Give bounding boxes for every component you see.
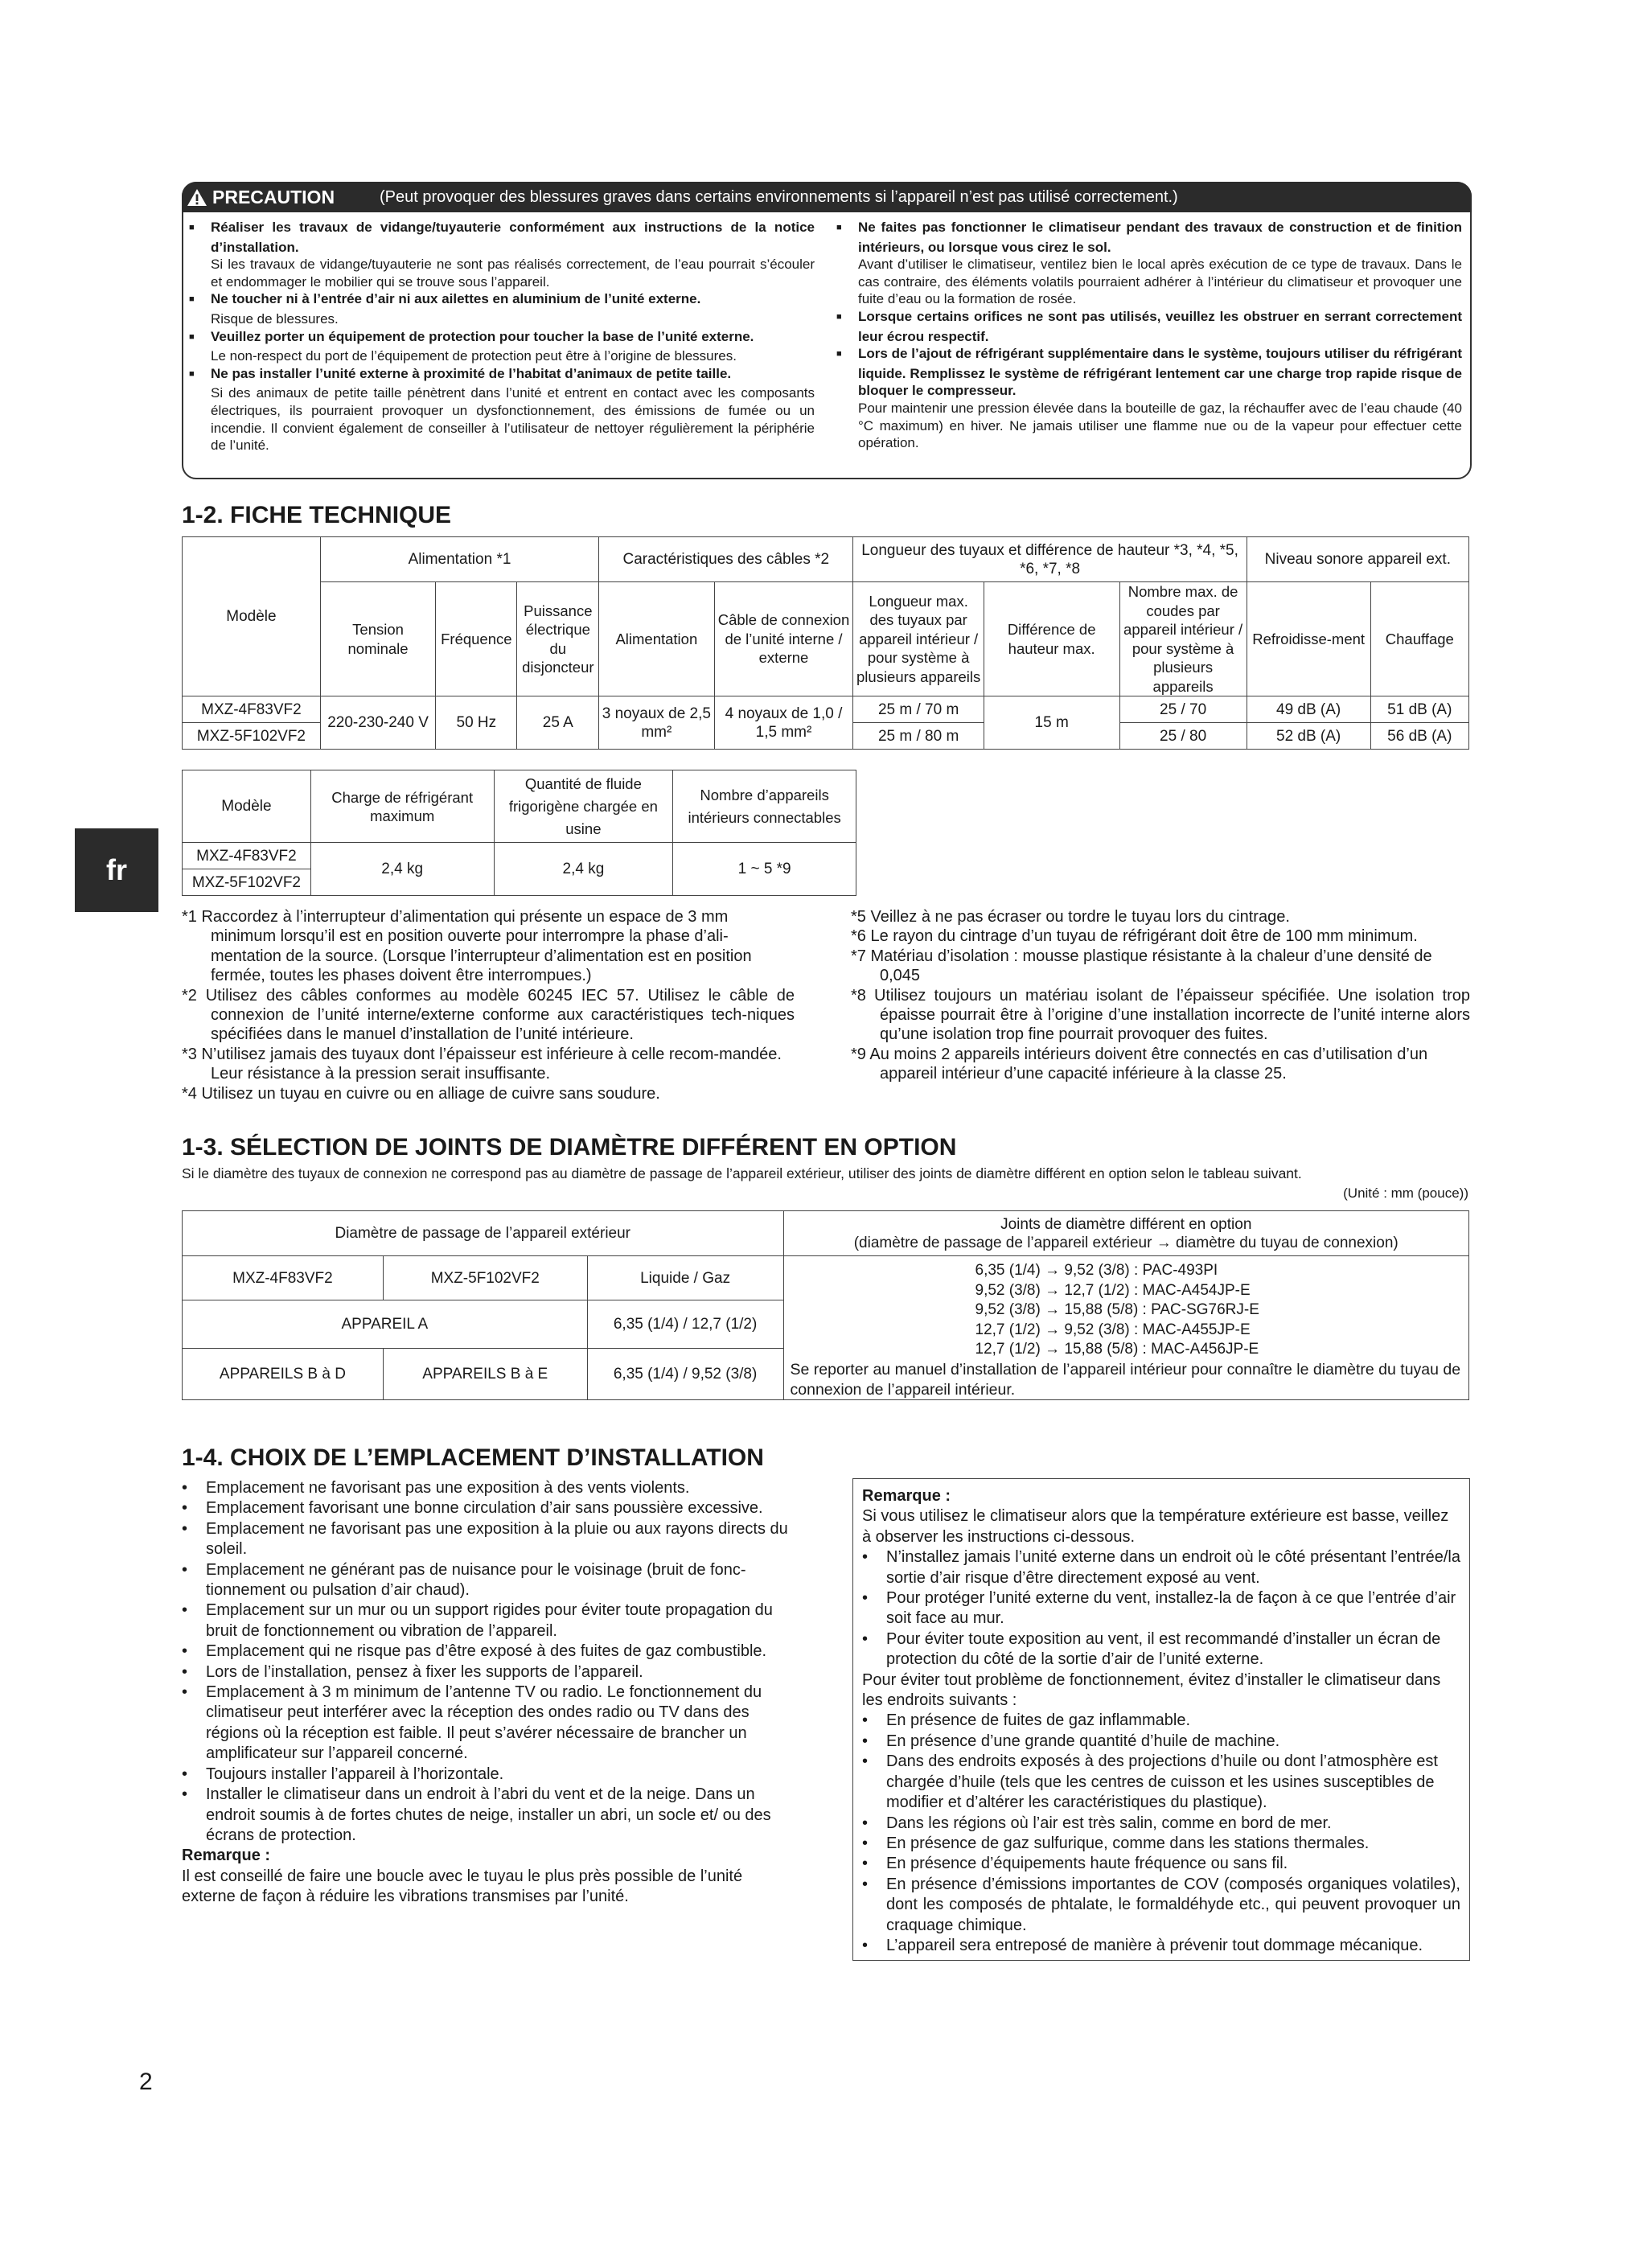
footnote: *5 Veillez à ne pas écraser ou tordre le tuyau lors du cintrage. [851, 908, 1290, 926]
max-charge-cell: 2,4 kg [310, 843, 494, 896]
precaution-title: PRECAUTION [187, 182, 335, 212]
th-pipe: Longueur des tuyaux et différence de hauteur *3, *4, *5, *6, *7, *8 [853, 537, 1247, 582]
footnote: *6 Le rayon du cintrage d’un tuyau de réfrigérant doit être de 100 mm minimum. [851, 927, 1418, 946]
list-item: • L’appareil sera entreposé de manière à prévenir tout dommage mécanique. [862, 1936, 1423, 1954]
th-voltage: Tension nominale [320, 582, 435, 696]
list-item: • Emplacement ne générant pas de nuisance pour le voisinage (bruit de fonc-tionnement ou pulsation d’air chaud). [182, 1560, 746, 1600]
height-diff-cell: 15 m [984, 696, 1119, 750]
language-tab: fr [75, 828, 158, 912]
footnote: *8 Utilisez toujours un matériau isolant de l’épaisseur spécifiée. Une isolation trop épaisse pourrait être à l’origine d’une installation incorrecte de l’unité interne alors qu’une isolation trop fine pourrait provoquer des fuites. [851, 986, 1470, 1044]
footnote: *3 N’utilisez jamais des tuyaux dont l’épaisseur est inférieure à celle recom-mandée. Leur résistance à la pression serait insuffisante. [182, 1045, 782, 1083]
section-14-title: 1-4. CHOIX DE L’EMPLACEMENT D’INSTALLATION [182, 1444, 764, 1471]
list-item: • Emplacement favorisant une bonne circulation d’air sans poussière excessive. [182, 1499, 763, 1518]
th-noise: Niveau sonore appareil ext. [1247, 537, 1468, 582]
precaution-item: ■Ne faites pas fonctionner le climatiseur pendant des travaux de construction et de finition intérieurs, ou lorsque vous cirez le sol. [836, 219, 1462, 256]
th-max-length: Longueur max. des tuyaux par appareil intérieur / pour système à plusieurs appareils [853, 582, 984, 696]
precaution-item: ■Ne pas installer l’unité externe à proximité de l’habitat d’animaux de petite taille. [189, 365, 815, 385]
connection-cable-cell: 4 noyaux de 1,0 / 1,5 mm² [714, 696, 853, 750]
footnote: *4 Utilisez un tuyau en cuivre ou en alliage de cuivre sans soudure. [182, 1084, 660, 1103]
footnote: *9 Au moins 2 appareils intérieurs doivent être connectés en cas d’utilisation d’un appareil intérieur d’une capacité inférieure à la classe 25. [851, 1045, 1428, 1083]
th-optional-joints-title: Joints de diamètre différent en option [1000, 1215, 1252, 1233]
list-item: • Emplacement ne favorisant pas une exposition à la pluie ou aux rayons directs du soleil. [182, 1519, 788, 1559]
joints-cell [783, 1256, 1469, 1400]
precaution-item-text: Le non-respect du port de l’équipement de protection peut être à l’origine de blessures. [211, 348, 737, 364]
table-row [183, 843, 856, 869]
max-bends-cell: 25 / 80 [1119, 723, 1247, 750]
joints-list [791, 1261, 1463, 1360]
th-model: Modèle [183, 537, 321, 696]
th-max-bends: Nombre max. de coudes par appareil intérieur / pour système à plusieurs appareils [1119, 582, 1247, 696]
section-13-intro: Si le diamètre des tuyaux de connexion ne correspond pas au diamètre de passage de l’appareil extérieur, utiliser des joints de diamètre différent en option selon le tableau suivant. [182, 1165, 1302, 1181]
section-13-title: 1-3. SÉLECTION DE JOINTS DE DIAMÈTRE DIFFÉRENT EN OPTION [182, 1134, 957, 1161]
precaution-item: ■Ne toucher ni à l’entrée d’air ni aux ailettes en aluminium de l’unité externe. [189, 290, 815, 310]
cooling-cell: 52 dB (A) [1247, 723, 1370, 750]
section-12-title: 1-2. FICHE TECHNIQUE [182, 502, 452, 528]
joint-item: 9,52 (3/8) → 15,88 (5/8) : PAC-SG76RJ-E [975, 1301, 1259, 1319]
th-optional-joints-subtitle: (diamètre de passage de l’appareil extérieur → diamètre du tuyau de connexion) [853, 1234, 1399, 1251]
th-breaker: Puissance électrique du disjoncteur [517, 582, 599, 696]
heating-cell: 51 dB (A) [1370, 696, 1468, 723]
precaution-item: ■Lorsque certains orifices ne sont pas utilisés, veuillez les obstruer en serrant correctement leur écrou respectif. [836, 308, 1462, 345]
factory-charge-cell: 2,4 kg [494, 843, 673, 896]
list-item: • Dans les régions où l’air est très salin, comme en bord de mer. [862, 1814, 1332, 1832]
max-length-cell: 25 m / 70 m [853, 696, 984, 723]
precaution-subtitle: (Peut provoquer des blessures graves dans certains environnements si l’appareil n’est pas utilisé correctement.) [380, 188, 1178, 206]
precaution-right-column [836, 219, 1462, 452]
precaution-left-column [189, 219, 815, 454]
list-item: • Dans des endroits exposés à des projections d’huile ou dont l’atmosphère est chargée d’huile (tels que les centres de cuisson et les usines susceptibles de modifier et d’altérer les caractéristiques du plastique). [862, 1752, 1438, 1812]
precaution-item: ■Veuillez porter un équipement de protection pour toucher la base de l’unité externe. [189, 328, 815, 348]
joints-table [182, 1210, 1469, 1400]
th-optional-joints [783, 1211, 1469, 1256]
th-model: Modèle [183, 770, 311, 843]
unit-a-cell: APPAREIL A [183, 1300, 588, 1349]
model-cell: MXZ-4F83VF2 [183, 843, 311, 869]
precaution-item: ■Réaliser les travaux de vidange/tuyauterie conformément aux instructions de la notice d’installation. [189, 219, 815, 256]
voltage-cell: 220-230-240 V [320, 696, 435, 750]
th-port-diameter: Diamètre de passage de l’appareil extérieur [183, 1211, 784, 1256]
notes-right [851, 907, 1470, 1084]
th-frequency: Fréquence [436, 582, 517, 696]
unit-a-value: 6,35 (1/4) / 12,7 (1/2) [587, 1300, 783, 1349]
breaker-cell: 25 A [517, 696, 599, 750]
unit-be-cell: APPAREILS B à E [383, 1349, 587, 1400]
list-item: • Emplacement qui ne risque pas d’être exposé à des fuites de gaz combustible. [182, 1642, 767, 1661]
joints-note: Se reporter au manuel d’installation de l’appareil intérieur pour connaître le diamètre du tuyau de connexion de l’appareil intérieur. [790, 1360, 1461, 1399]
model-cell: MXZ-5F102VF2 [183, 869, 311, 896]
list-item: • En présence de fuites de gaz inflammable. [862, 1711, 1190, 1730]
footnote: *1 Raccordez à l’interrupteur d’alimentation qui présente un espace de 3 mm minimum lorsqu’il est en position ouverte pour interrompre la phase d’ali-mentation de la source. (Lorsque l’interrupteur d’alimentation est en position fermée, toutes les phases doivent être interrompues.) [182, 908, 752, 985]
precaution-item-text: Si les travaux de vidange/tuyauterie ne sont pas réalisés correctement, de l’eau pourrait s’écouler et endommager le mobilier qui se trouve sous l’appareil. [211, 257, 815, 290]
cooling-cell: 49 dB (A) [1247, 696, 1370, 723]
unit-bd-cell: APPAREILS B à D [183, 1349, 384, 1400]
remark-text: Il est conseillé de faire une boucle avec le tuyau le plus près possible de l’unité externe de façon à réduire les vibrations transmises par l’unité. [182, 1867, 743, 1906]
model-cell: MXZ-4F83VF2 [183, 1256, 384, 1300]
remark-box-intro: Si vous utilisez le climatiseur alors que la température extérieure est basse, veillez à observer les instructions ci-dessous. [862, 1507, 1449, 1546]
footnote: *7 Matériau d’isolation : mousse plastique résistante à la chaleur d’une densité de 0,045 [851, 947, 1432, 985]
th-supply: Alimentation [599, 582, 714, 696]
th-connection-cable: Câble de connexion de l’unité interne / externe [714, 582, 853, 696]
th-power: Alimentation *1 [320, 537, 598, 582]
page-number: 2 [139, 2069, 153, 2095]
th-max-charge: Charge de réfrigérant maximum [310, 770, 494, 843]
remark-box-middle: Pour éviter tout problème de fonctionnement, évitez d’installer le climatiseur dans les endroits suivants : [862, 1670, 1441, 1710]
list-item: • Emplacement sur un mur ou un support rigides pour éviter toute propagation du bruit de fonctionnement ou vibration de l’appareil. [182, 1601, 773, 1640]
list-item: • Pour éviter toute exposition au vent, il est recommandé d’installer un écran de protection du côté de la sortie d’air de l’unité externe. [862, 1629, 1441, 1669]
list-item: • En présence d’une grande quantité d’huile de machine. [862, 1732, 1280, 1750]
joint-item: 12,7 (1/2) → 9,52 (3/8) : MAC-A455JP-E [975, 1321, 1251, 1338]
list-item: • Emplacement à 3 m minimum de l’antenne TV ou radio. Le fonctionnement du climatiseur peut interférer avec la réception des ondes radio ou TV dans des régions où la réception est faible. Il peut s’avérer nécessaire de brancher un amplificateur sur l’appareil concerné. [182, 1683, 762, 1763]
unit-b-value: 6,35 (1/4) / 9,52 (3/8) [587, 1349, 783, 1400]
location-list [182, 1478, 795, 1908]
warning-icon [187, 188, 207, 207]
th-connectable-units: Nombre d’appareils intérieurs connectables [673, 770, 856, 843]
list-item: • En présence de gaz sulfurique, comme dans les stations thermales. [862, 1834, 1370, 1852]
list-item: • Pour protéger l’unité externe du vent, installez-la de façon à ce que l’entrée d’air soit face au mur. [862, 1589, 1456, 1628]
max-bends-cell: 25 / 70 [1119, 696, 1247, 723]
model-cell: MXZ-5F102VF2 [183, 723, 321, 750]
model-cell: MXZ-4F83VF2 [183, 696, 321, 723]
refrigerant-table [182, 770, 856, 896]
joint-item: 9,52 (3/8) → 12,7 (1/2) : MAC-A454JP-E [975, 1281, 1251, 1299]
connectable-units-cell: 1 ~ 5 *9 [673, 843, 856, 896]
list-item: • Lors de l’installation, pensez à fixer les supports de l’appareil. [182, 1662, 643, 1681]
precaution-item-text: Si des animaux de petite taille pénètrent dans l’unité et entrent en contact avec les composants électriques, ils pourraient provoquer un dysfonctionnement, des émissions de fumée ou un incendie. Il convient également de conseiller à l’utilisateur de nettoyer régulièrement la périphérie de l’unité. [211, 385, 815, 454]
list-item: • Toujours installer l’appareil à l’horizontale. [182, 1765, 504, 1783]
liquid-gas-cell: Liquide / Gaz [587, 1256, 783, 1300]
max-length-cell: 25 m / 80 m [853, 723, 984, 750]
remark-box-title: Remarque : [862, 1487, 951, 1505]
footnote: *2 Utilisez des câbles conformes au modèle 60245 IEC 57. Utilisez le câble de connexion de l’unité interne/externe conforme aux caractéristiques tech-niques spécifiées dans le manuel d’installation de l’unité intérieure. [182, 986, 795, 1044]
precaution-item: ■Lors de l’ajout de réfrigérant supplémentaire dans le système, toujours utiliser du réfrigérant liquide. Remplissez le système de réfrigérant lentement car une charge trop rapide risque de bloquer le compresseur. [836, 345, 1462, 400]
joint-item: 6,35 (1/4) → 9,52 (3/8) : PAC-493PI [975, 1262, 1218, 1279]
th-heating: Chauffage [1370, 582, 1468, 696]
list-item: • Installer le climatiseur dans un endroit à l’abri du vent et de la neige. Dans un endroit soumis à de fortes chutes de neige, installer un abri, un socle et/ ou des écrans de protection. [182, 1785, 771, 1844]
th-height-diff: Différence de hauteur max. [984, 582, 1119, 696]
list-item: • Emplacement ne favorisant pas une exposition à des vents violents. [182, 1479, 690, 1497]
list-item: • En présence d’émissions importantes de COV (composés organiques volatiles), dont les composés de phtalate, le formaldéhyde etc., qui peuvent provoquer un craquage chimique. [862, 1875, 1460, 1934]
th-cooling: Refroidisse-ment [1247, 582, 1370, 696]
supply-cell: 3 noyaux de 2,5 mm² [599, 696, 714, 750]
th-cable: Caractéristiques des câbles *2 [599, 537, 853, 582]
precaution-item-text: Avant d’utiliser le climatiseur, ventilez bien le local après exécution de ce type de travaux. Dans le cas contraire, des éléments volatils pourraient adhérer à l’intérieur du climatiseur et provoquer une fuite d’eau ou la formation de rosée. [858, 257, 1462, 307]
precaution-item-text: Pour maintenir une pression élevée dans la bouteille de gaz, la réchauffer avec de l’eau chaude (40 °C maximum) en hiver. Ne jamais utiliser une flamme nue ou de la vapeur pour effectuer cette opération. [858, 400, 1462, 451]
list-item: • N’installez jamais l’unité externe dans un endroit où le côté présentant l’entrée/la sortie d’air risque d’être directement exposé au vent. [862, 1548, 1460, 1587]
th-factory-charge: Quantité de fluide frigorigène chargée en usine [494, 770, 673, 843]
list-item: • En présence d’équipements haute fréquence ou sans fil. [862, 1855, 1288, 1873]
remark-title: Remarque : [182, 1847, 271, 1865]
frequency-cell: 50 Hz [436, 696, 517, 750]
notes-left [182, 907, 795, 1103]
remark-box-content [862, 1486, 1460, 1956]
joint-item: 12,7 (1/2) → 15,88 (5/8) : MAC-A456JP-E [975, 1341, 1259, 1358]
heating-cell: 56 dB (A) [1370, 723, 1468, 750]
model-cell: MXZ-5F102VF2 [383, 1256, 587, 1300]
table-row [183, 696, 1469, 723]
spec-table [182, 536, 1469, 750]
unit-label: (Unité : mm (pouce)) [1343, 1185, 1468, 1201]
precaution-item-text: Risque de blessures. [211, 310, 339, 327]
